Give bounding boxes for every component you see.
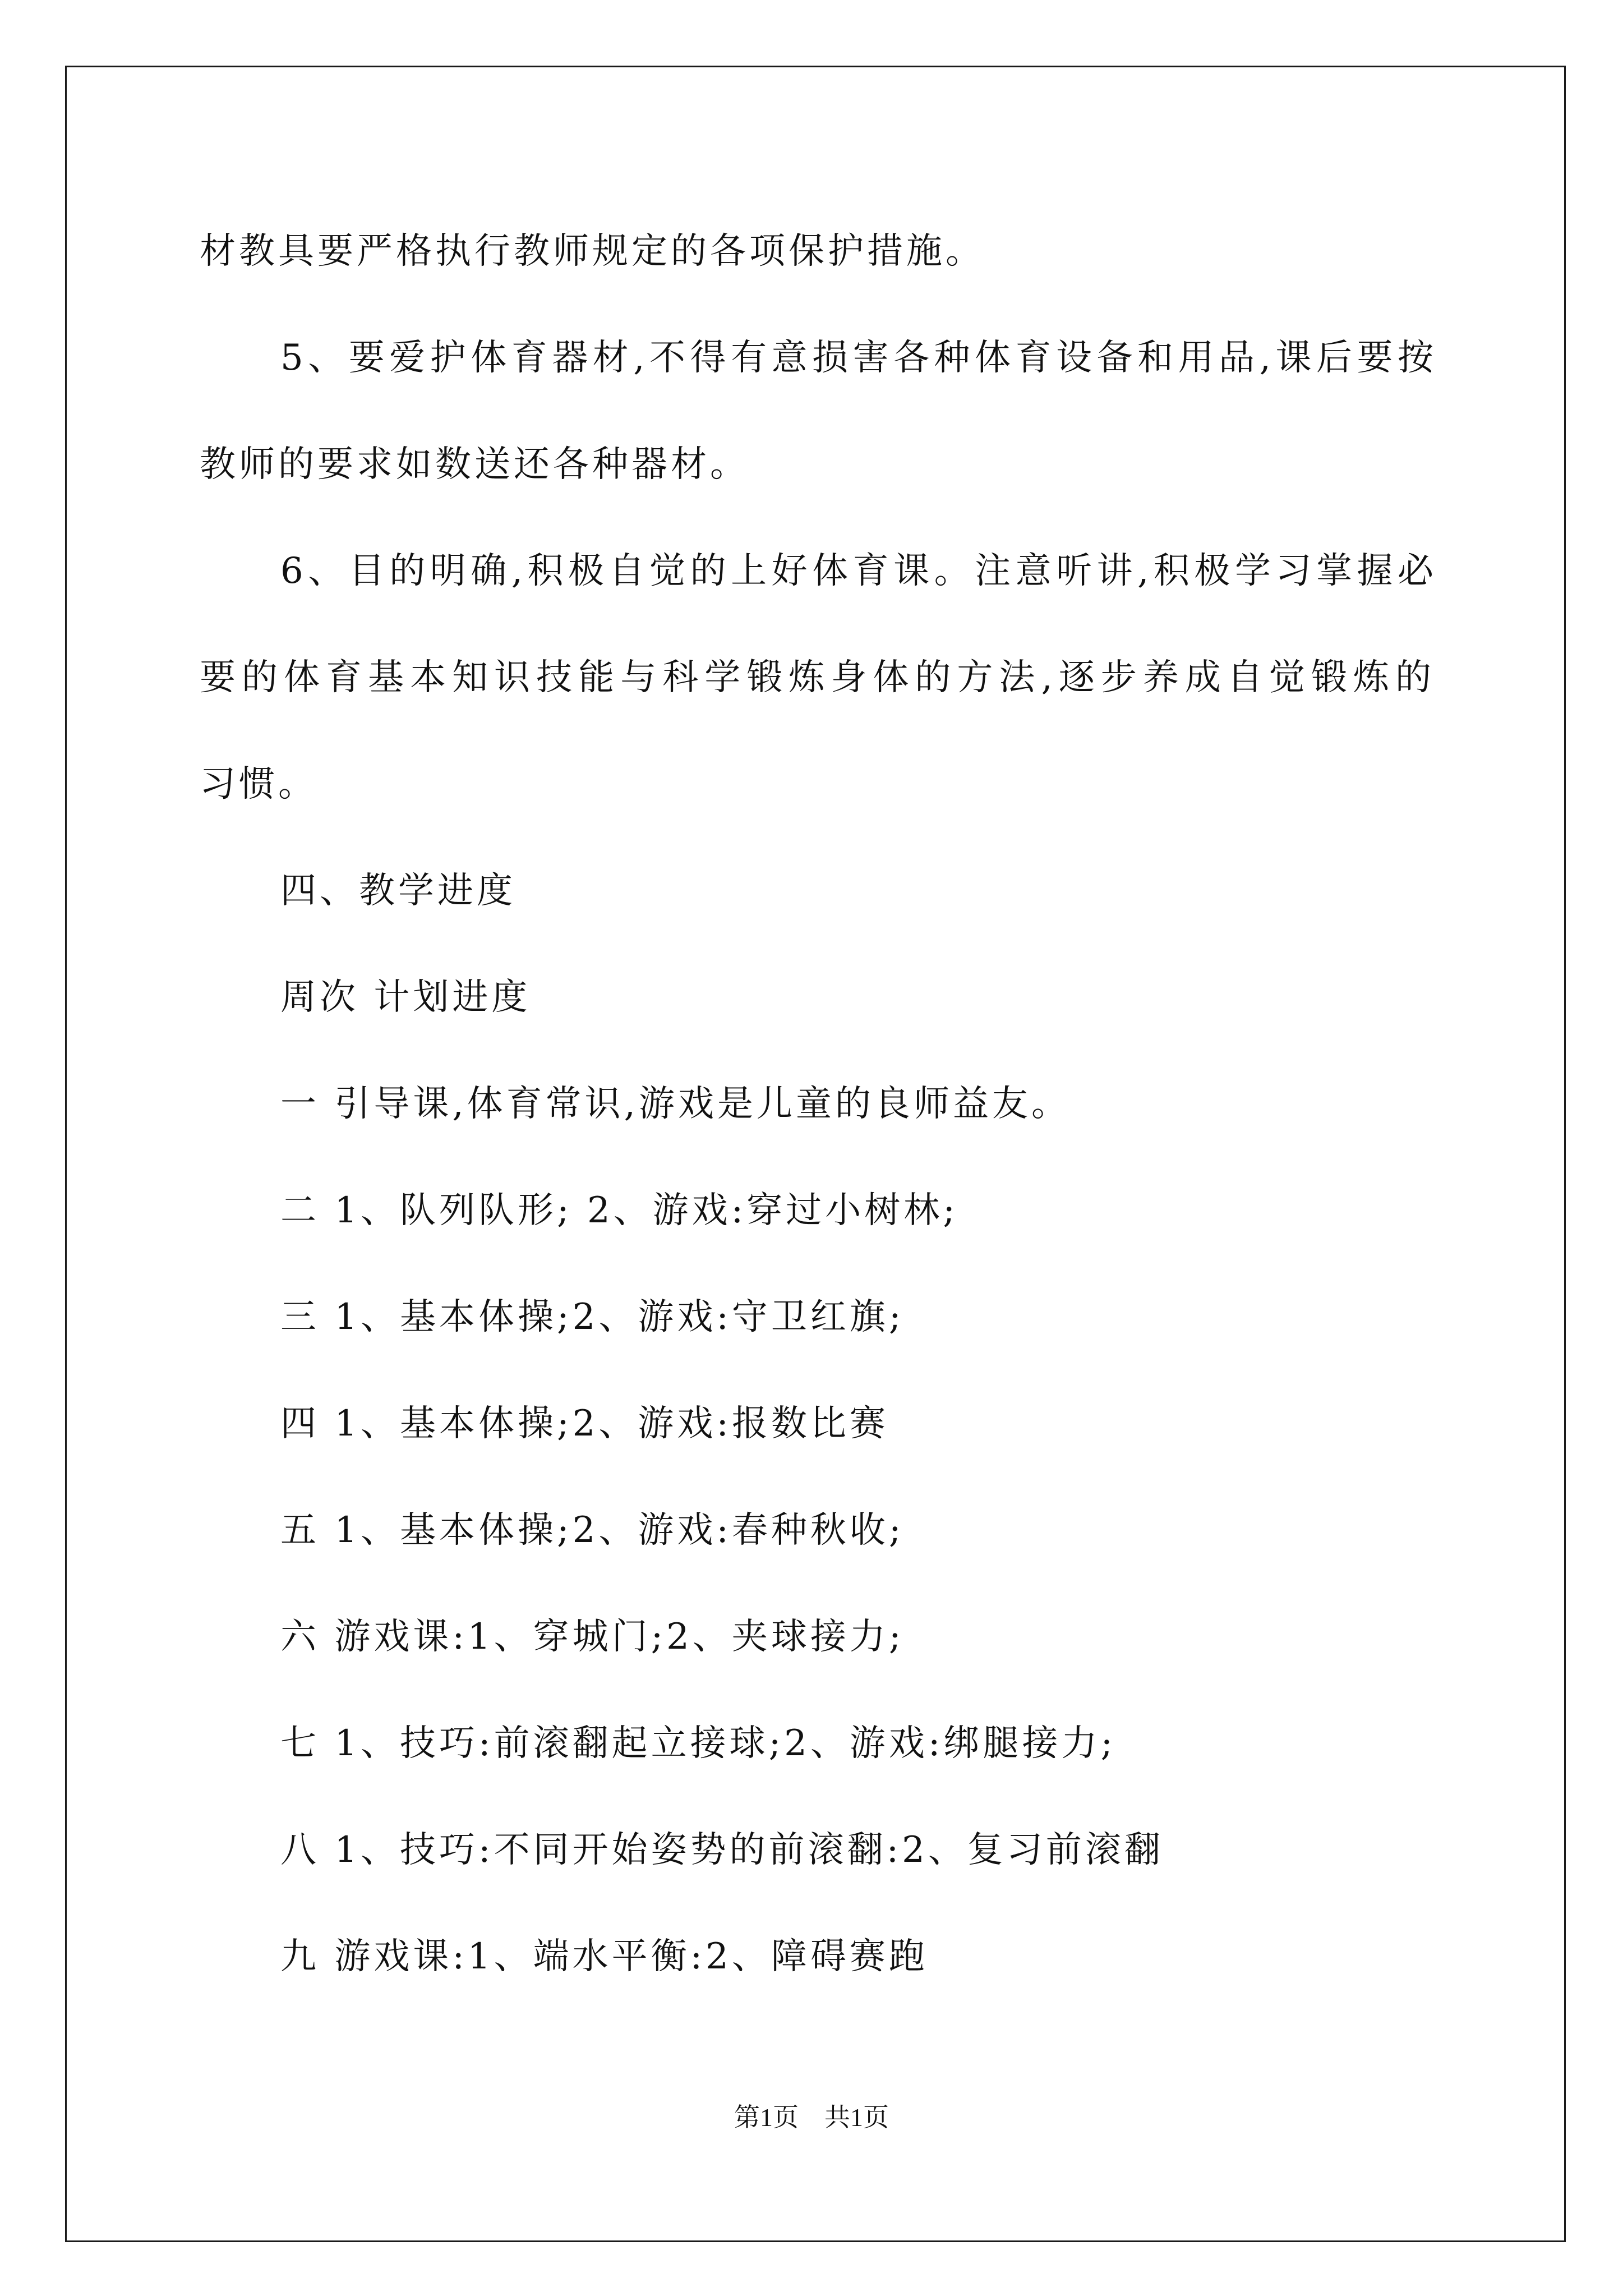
- schedule-row-1: 一 引导课,体育常识,游戏是儿童的良师益友。: [280, 1083, 1071, 1125]
- page-footer: 第1页 共1页: [734, 2103, 889, 2132]
- text-line-4: 6、目的明确,积极自觉的上好体育课。注意听讲,积极学习掌握必: [280, 550, 1433, 592]
- text-line-5: 要的体育基本知识技能与科学锻炼身体的方法,逐步养成自觉锻炼的: [200, 657, 1431, 698]
- text-line-2: 5、要爱护体育器材,不得有意损害各种体育设备和用品,课后要按: [280, 337, 1433, 379]
- text-line-3: 教师的要求如数送还各种器材。: [200, 444, 749, 485]
- text-line-1: 材教具要严格执行教师规定的各项保护措施。: [200, 231, 985, 272]
- schedule-row-5: 五 1、基本体操;2、游戏:春种秋收;: [280, 1510, 905, 1551]
- text-line-6: 习惯。: [200, 763, 317, 805]
- schedule-row-3: 三 1、基本体操;2、游戏:守卫红旗;: [280, 1296, 905, 1338]
- schedule-row-4: 四 1、基本体操;2、游戏:报数比赛: [280, 1403, 889, 1444]
- schedule-row-7: 七 1、技巧:前滚翻起立接球;2、游戏:绑腿接力;: [280, 1723, 1117, 1764]
- schedule-row-2: 二 1、队列队形; 2、游戏:穿过小树林;: [280, 1190, 958, 1231]
- schedule-row-9: 九 游戏课:1、端水平衡:2、障碍赛跑: [280, 1936, 928, 1977]
- table-header: 周次 计划进度: [280, 977, 531, 1018]
- schedule-row-8: 八 1、技巧:不同开始姿势的前滚翻:2、复习前滚翻: [280, 1829, 1164, 1871]
- schedule-row-6: 六 游戏课:1、穿城门;2、夹球接力;: [280, 1616, 905, 1658]
- page-border: [65, 66, 1566, 2242]
- section-heading: 四、教学进度: [280, 870, 516, 912]
